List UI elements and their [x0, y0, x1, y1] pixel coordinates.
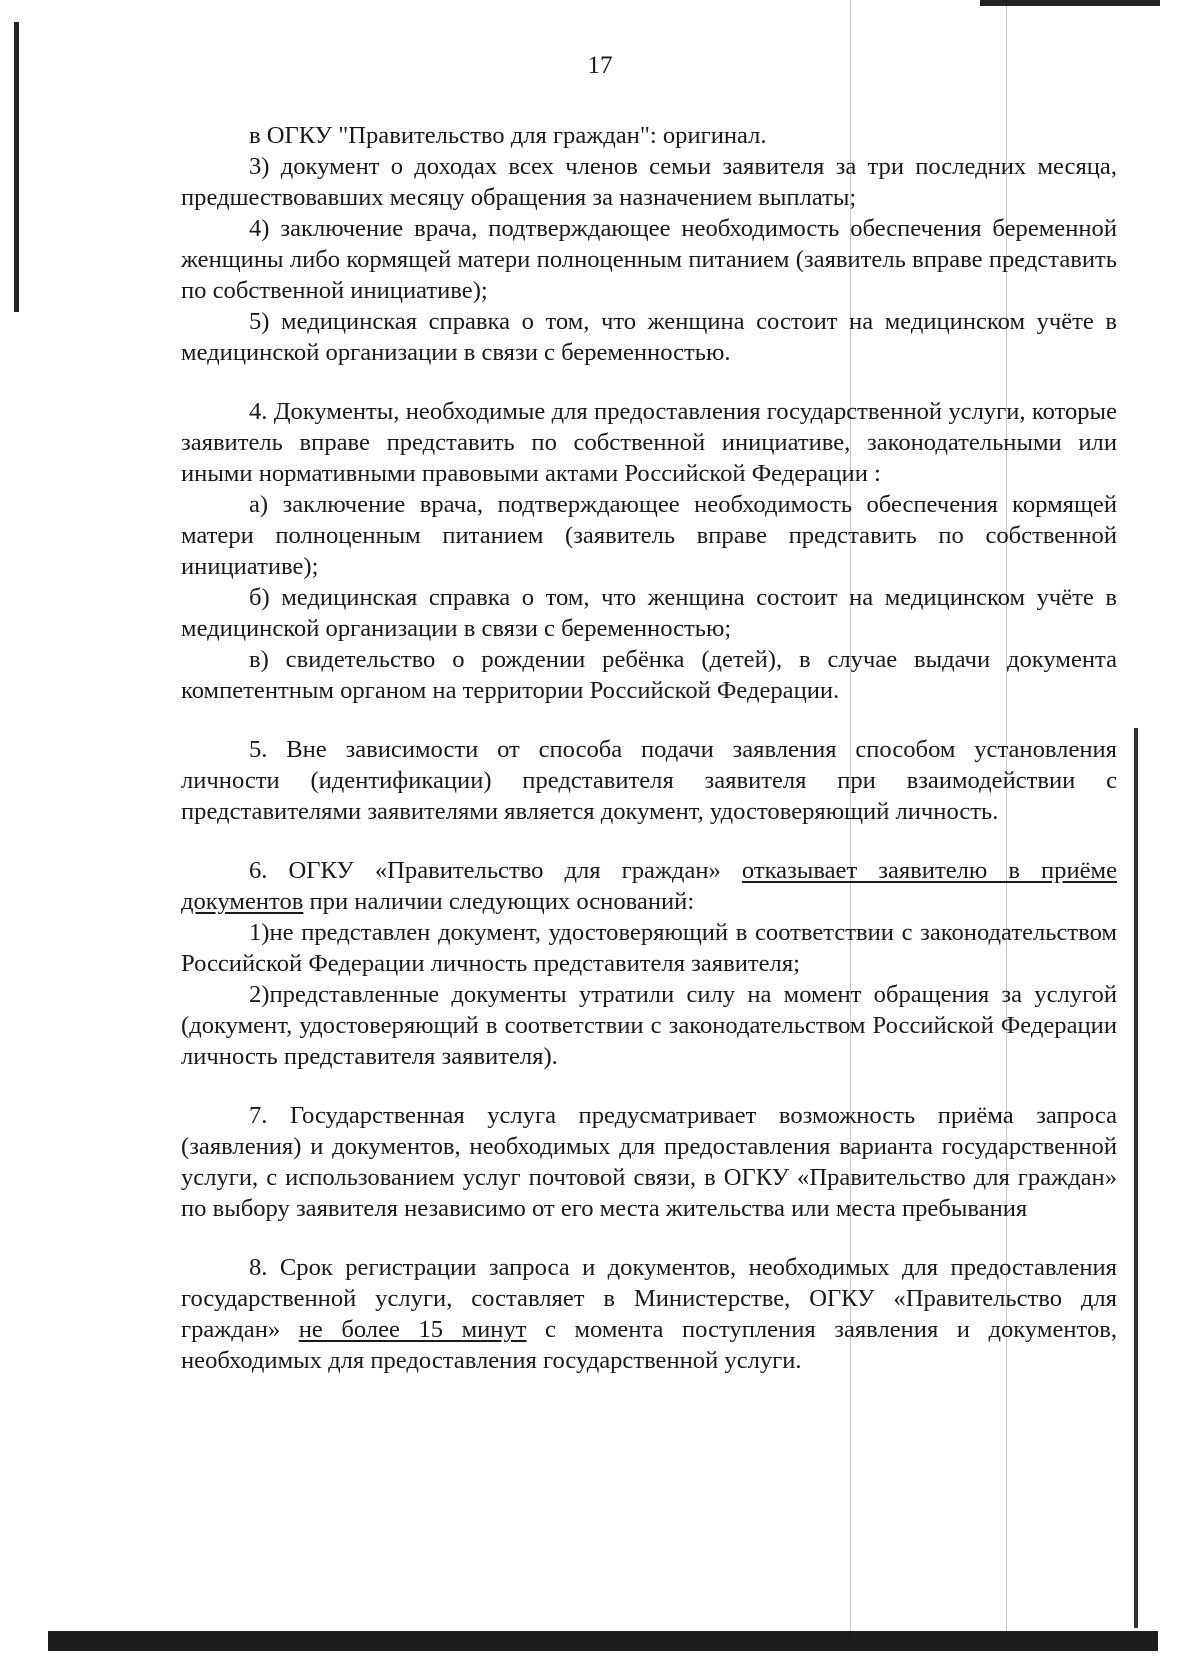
paragraph	[181, 855, 1117, 917]
paragraph-text: 6. ОГКУ «Правительство для граждан»	[249, 857, 742, 884]
scan-edge-bottom	[48, 1631, 1158, 1651]
paragraph: 4. Документы, необходимые для предоставления государственной услуги, которые заявитель вправе представить по собственной инициативе, законодательными или иными нормативными правовыми актами Российской Федерации :	[181, 398, 1117, 487]
paragraph: 5) медицинская справка о том, что женщина состоит на медицинском учёте в медицинской организации в связи с беременностью.	[181, 308, 1117, 366]
paragraph: 5. Вне зависимости от способа подачи заявления способом установления личности (идентификации) представителя заявителя при взаимодействии с представителями заявителями является документ, удостоверяющий личность.	[181, 736, 1117, 825]
scan-edge-top	[980, 0, 1160, 6]
underlined-text: отказывает заявителю в приёме документов	[181, 857, 1117, 915]
paragraph-text: при наличии следующих оснований:	[303, 888, 695, 915]
paragraph: 7. Государственная услуга предусматривает возможность приёма запроса (заявления) и документов, необходимых для предоставления варианта государственной услуги, с использованием услуг почтовой связи, в ОГКУ «Правительство для граждан» по выбору заявителя независимо от его места жительства или места пребывания	[181, 1102, 1117, 1222]
paragraph-text: 8. Срок регистрации запроса и документов, необходимых для предоставления государственной услуги, составляет в Министерстве, ОГКУ «Правительство для граждан»	[181, 1254, 1117, 1343]
page-number: 17	[587, 52, 613, 79]
scan-edge-right	[1134, 728, 1138, 1628]
paragraph: 4) заключение врача, подтверждающее необходимость обеспечения беременной женщины либо кормящей матери полноценным питанием (заявитель вправе представить по собственной инициативе);	[181, 215, 1117, 304]
paragraph: 3) документ о доходах всех членов семьи заявителя за три последних месяца, предшествовавших месяцу обращения за назначением выплаты;	[181, 153, 1117, 211]
paragraph: в) свидетельство о рождении ребёнка (детей), в случае выдачи документа компетентным органом на территории Российской Федерации.	[181, 646, 1117, 704]
underlined-text: не более 15 минут	[298, 1316, 527, 1343]
paragraph-text: с момента поступления заявления и документов, необходимых для предоставления государственной услуги.	[181, 1316, 1118, 1374]
paragraph: 2)представленные документы утратили силу на момент обращения за услугой (документ, удостоверяющий в соответствии с законодательством Российской Федерации личность представителя заявителя).	[181, 981, 1117, 1070]
paragraph: в ОГКУ "Правительство для граждан": оригинал.	[249, 122, 767, 149]
paragraph: 1)не представлен документ, удостоверяющий в соответствии с законодательством Российской Федерации личность представителя заявителя;	[181, 919, 1117, 977]
paragraph	[181, 1252, 1117, 1376]
paragraph: б) медицинская справка о том, что женщина состоит на медицинском учёте в медицинской организации в связи с беременностью;	[181, 584, 1117, 642]
document-body	[181, 120, 1117, 1376]
paragraph: а) заключение врача, подтверждающее необходимость обеспечения кормящей матери полноценным питанием (заявитель вправе представить по собственной инициативе);	[181, 491, 1117, 580]
